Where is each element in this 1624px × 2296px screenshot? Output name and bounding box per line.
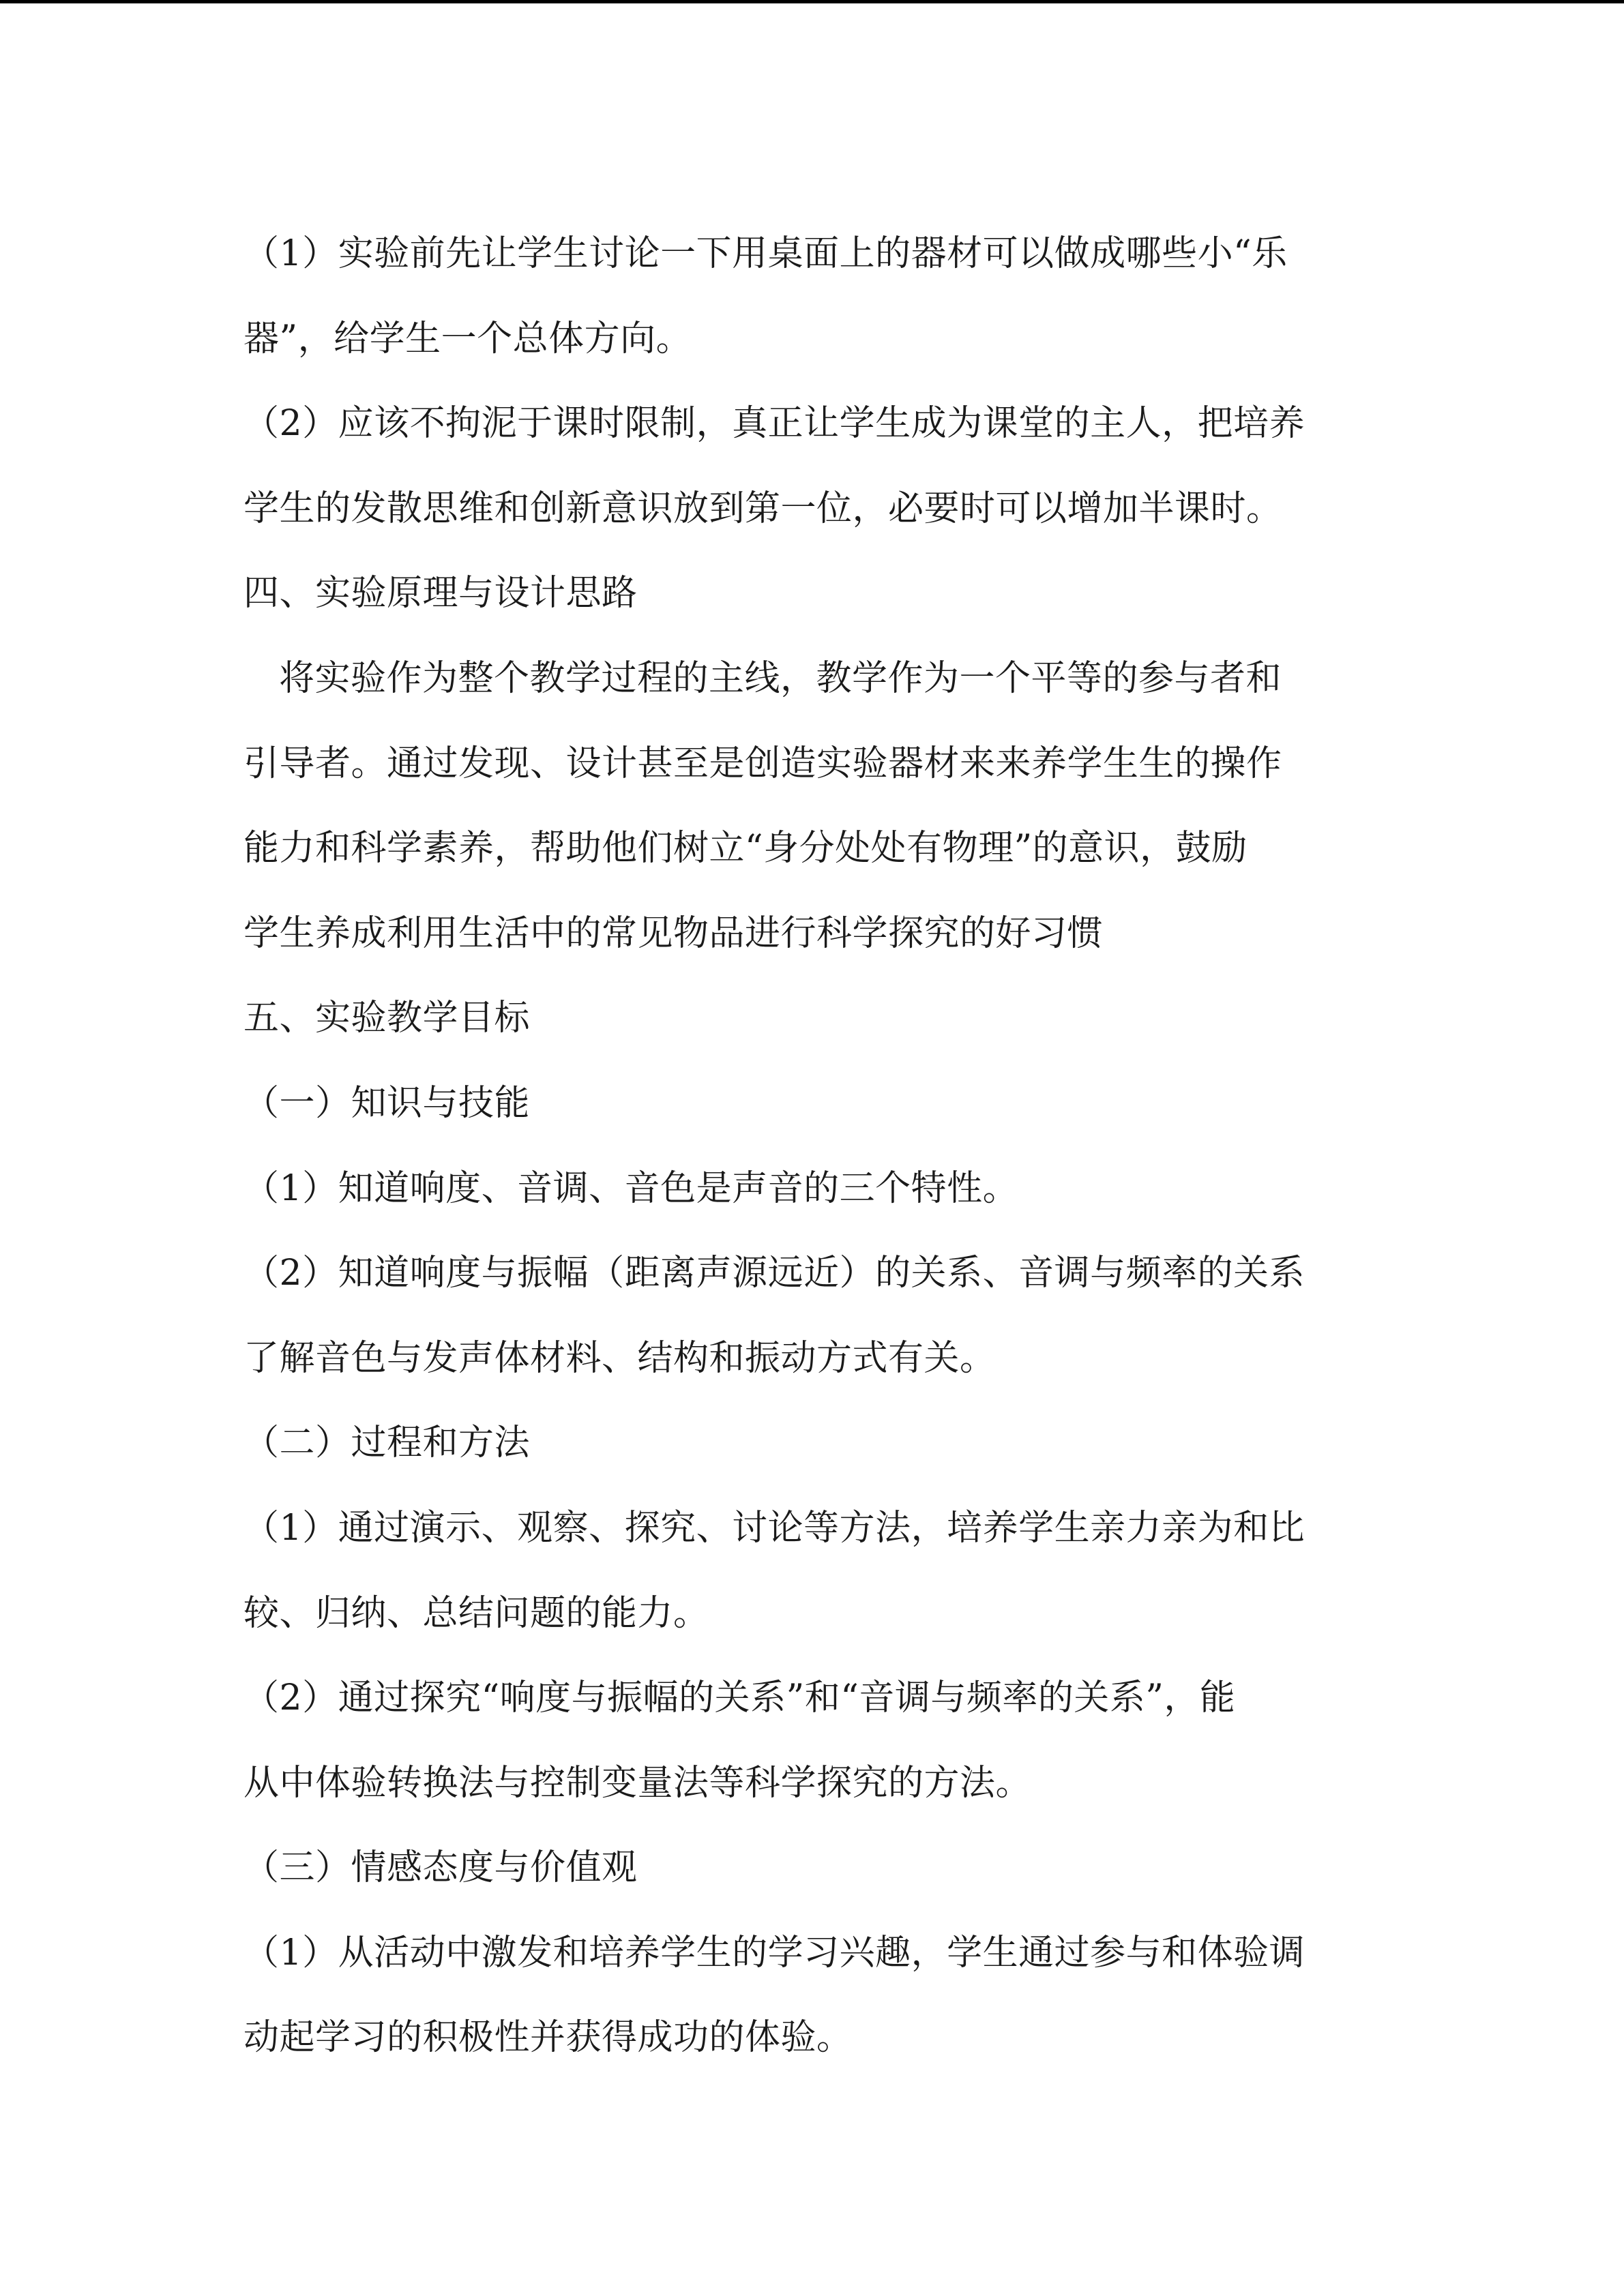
paragraph-line: 器”，给学生一个总体方向。 <box>243 318 692 359</box>
paragraph-line: 引导者。通过发现、设计甚至是创造实验器材来来养学生生的操作 <box>243 743 1282 784</box>
paragraph-line: 学生养成利用生活中的常见物品进行科学探究的好习惯 <box>243 912 1104 954</box>
paragraph-line: 较、归纳、总结问题的能力。 <box>243 1592 709 1634</box>
paragraph-line: 能力和科学素养，帮助他们树立“身分处处有物理”的意识，鼓励 <box>243 828 1247 869</box>
paragraph-line: （2）通过探究“响度与振幅的关系”和“音调与频率的关系”，能 <box>243 1678 1236 1719</box>
subsection-heading: （三）情感态度与价值观 <box>243 1847 638 1889</box>
subsection-heading: （二）过程和方法 <box>243 1422 531 1464</box>
section-heading: 四、实验原理与设计思路 <box>243 573 638 614</box>
paragraph-line: 将实验作为整个教学过程的主线，教学作为一个平等的参与者和 <box>279 657 1282 699</box>
paragraph-line: （1）从活动中激发和培养学生的学习兴趣，学生通过参与和体验调 <box>243 1932 1305 1973</box>
paragraph-line: （1）知道响度、音调、音色是声音的三个特性。 <box>243 1167 1019 1209</box>
paragraph-line: 了解音色与发声体材料、结构和振动方式有关。 <box>243 1337 996 1379</box>
page-top-border <box>0 0 1624 3</box>
paragraph-line: 从中体验转换法与控制变量法等科学探究的方法。 <box>243 1762 1032 1804</box>
paragraph-line: （2）应该不拘泥于课时限制，真正让学生成为课堂的主人，把培养 <box>243 403 1305 445</box>
paragraph-line: （2）知道响度与振幅（距离声源远近）的关系、音调与频率的关系 <box>243 1253 1305 1294</box>
paragraph-line: 动起学习的积极性并获得成功的体验。 <box>243 2017 853 2059</box>
document-body <box>243 211 1376 2081</box>
paragraph-line: （1）实验前先让学生讨论一下用桌面上的器材可以做成哪些小“乐 <box>243 233 1288 274</box>
paragraph-line: （1）通过演示、观察、探究、讨论等方法，培养学生亲力亲为和比 <box>243 1507 1305 1549</box>
subsection-heading: （一）知识与技能 <box>243 1082 531 1124</box>
paragraph-line: 学生的发散思维和创新意识放到第一位，必要时可以增加半课时。 <box>243 488 1282 529</box>
section-heading: 五、实验教学目标 <box>243 998 531 1039</box>
